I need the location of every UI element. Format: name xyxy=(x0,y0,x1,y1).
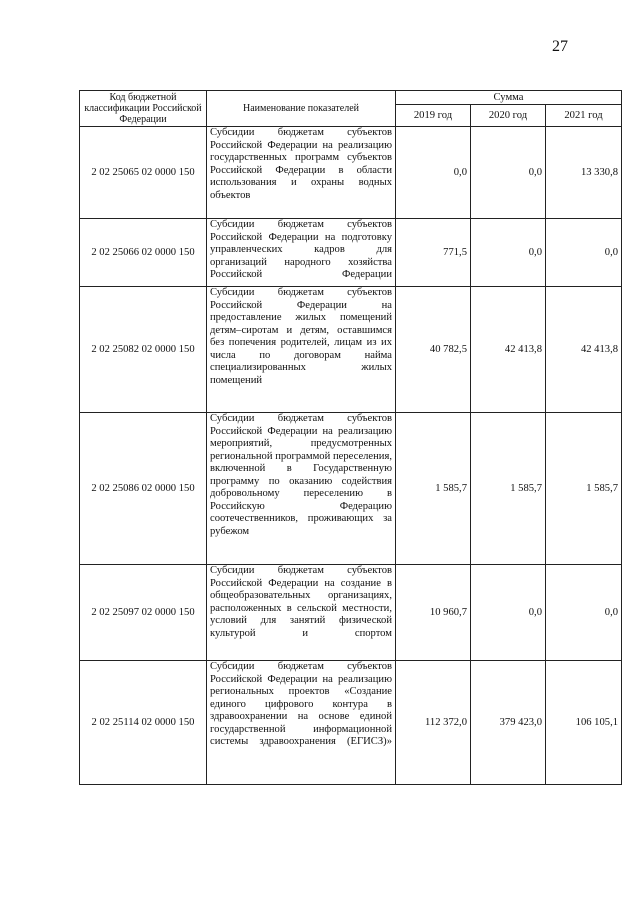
header-code: Код бюджетной классификации Российской Федерации xyxy=(80,91,207,127)
row-value-2020: 0,0 xyxy=(471,127,546,219)
header-year-2021: 2021 год xyxy=(546,105,622,127)
header-name: Наименование показателей xyxy=(207,91,396,127)
row-value-2021: 0,0 xyxy=(546,565,622,661)
row-value-2019: 112 372,0 xyxy=(396,661,471,785)
row-code: 2 02 25086 02 0000 150 xyxy=(80,413,207,565)
row-name: Субсидии бюджетам субъектов Российской Федерации на реализацию мероприятий, предусмотренных региональной программой переселения, включенной в Государственную программу по оказанию содействия добровольному переселению в Российскую Федерацию соотечественников, проживающих за рубежом xyxy=(207,413,396,565)
page-number: 27 xyxy=(552,38,568,55)
row-code: 2 02 25065 02 0000 150 xyxy=(80,127,207,219)
row-value-2020: 1 585,7 xyxy=(471,413,546,565)
budget-table xyxy=(79,90,622,785)
row-name: Субсидии бюджетам субъектов Российской Федерации на реализацию государственных программ субъектов Российской Федерации в области использования и охраны водных объектов xyxy=(207,127,396,219)
row-name: Субсидии бюджетам субъектов Российской Федерации на создание в общеобразовательных организациях, расположенных в сельской местности, условий для занятий физической культурой и спортом xyxy=(207,565,396,661)
table-row xyxy=(80,413,622,565)
row-value-2021: 106 105,1 xyxy=(546,661,622,785)
table-row xyxy=(80,565,622,661)
row-value-2019: 40 782,5 xyxy=(396,287,471,413)
row-value-2021: 0,0 xyxy=(546,219,622,287)
row-value-2019: 10 960,7 xyxy=(396,565,471,661)
row-code: 2 02 25097 02 0000 150 xyxy=(80,565,207,661)
row-value-2020: 0,0 xyxy=(471,565,546,661)
row-code: 2 02 25082 02 0000 150 xyxy=(80,287,207,413)
row-name: Субсидии бюджетам субъектов Российской Федерации на предоставление жилых помещений детям–сиротам и детям, оставшимся без попечения родителей, лицам из их числа по договорам найма специализированных жилых помещений xyxy=(207,287,396,413)
row-value-2020: 379 423,0 xyxy=(471,661,546,785)
row-code: 2 02 25114 02 0000 150 xyxy=(80,661,207,785)
header-year-2020: 2020 год xyxy=(471,105,546,127)
row-value-2021: 13 330,8 xyxy=(546,127,622,219)
table-row xyxy=(80,219,622,287)
table-row xyxy=(80,287,622,413)
row-code: 2 02 25066 02 0000 150 xyxy=(80,219,207,287)
header-sum: Сумма xyxy=(396,91,622,105)
row-name: Субсидии бюджетам субъектов Российской Федерации на реализацию региональных проектов «Создание единого цифрового контура в здравоохранении на основе единой государственной информационной системы здравоохранения (ЕГИСЗ)» xyxy=(207,661,396,785)
row-value-2019: 0,0 xyxy=(396,127,471,219)
row-value-2020: 0,0 xyxy=(471,219,546,287)
row-value-2021: 42 413,8 xyxy=(546,287,622,413)
table-row xyxy=(80,661,622,785)
row-value-2021: 1 585,7 xyxy=(546,413,622,565)
row-name: Субсидии бюджетам субъектов Российской Федерации на подготовку управленческих кадров для организаций народного хозяйства Российской Федерации xyxy=(207,219,396,287)
row-value-2020: 42 413,8 xyxy=(471,287,546,413)
table-row xyxy=(80,127,622,219)
header-year-2019: 2019 год xyxy=(396,105,471,127)
row-value-2019: 771,5 xyxy=(396,219,471,287)
row-value-2019: 1 585,7 xyxy=(396,413,471,565)
